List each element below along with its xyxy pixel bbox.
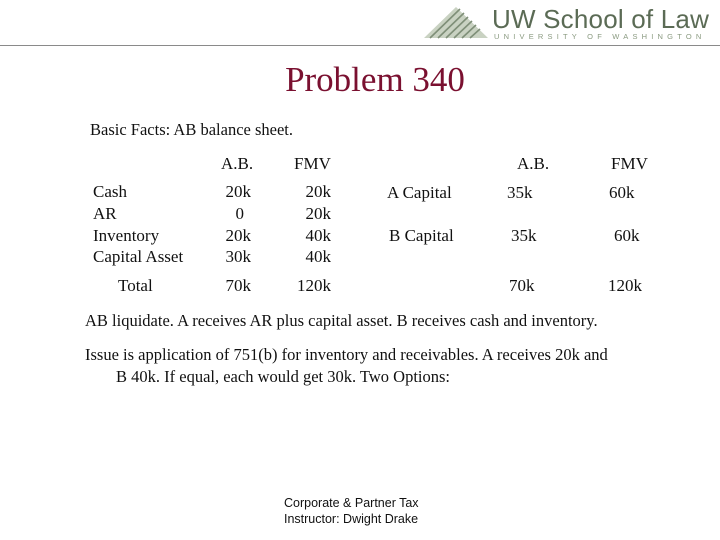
header-divider	[0, 45, 720, 46]
assets-total-ab: 70k	[225, 276, 251, 295]
capital-col-fmv-header: FMV	[611, 154, 648, 173]
asset-fmv-cash: 20k	[305, 182, 331, 201]
asset-label-ar: AR	[93, 204, 117, 223]
asset-ab-cash: 20k	[225, 182, 251, 201]
issue-text-line-1: Issue is application of 751(b) for inventory and receivables. A receives 20k and	[85, 345, 608, 364]
asset-fmv-capital-asset: 40k	[305, 247, 331, 266]
logo-subtitle: UNIVERSITY OF WASHINGTON	[494, 32, 706, 41]
asset-ab-capital-asset: 30k	[225, 247, 251, 266]
liquidation-text: AB liquidate. A receives AR plus capital asset. B receives cash and inventory.	[85, 311, 598, 330]
capital-label-b: B Capital	[389, 226, 454, 245]
capital-fmv-b: 60k	[614, 226, 640, 245]
capital-ab-a: 35k	[507, 183, 533, 202]
issue-text-line-2: B 40k. If equal, each would get 30k. Two Options:	[116, 367, 450, 386]
asset-label-inventory: Inventory	[93, 226, 160, 245]
asset-fmv-inventory: 40k	[305, 226, 331, 245]
capital-label-a: A Capital	[387, 183, 452, 202]
capital-fmv-a: 60k	[609, 183, 635, 202]
asset-label-capital-asset: Capital Asset	[93, 247, 184, 266]
asset-label-cash: Cash	[93, 182, 127, 201]
uw-law-logo	[422, 5, 712, 45]
uw-logo-mark-icon	[422, 5, 490, 41]
slide-title: Problem 340	[285, 60, 465, 99]
logo-name: UW School of Law	[492, 4, 710, 34]
basic-facts-heading: Basic Facts: AB balance sheet.	[90, 120, 293, 139]
footer	[284, 495, 419, 527]
assets-col-fmv-header: FMV	[294, 154, 331, 173]
asset-ab-ar: 0	[235, 204, 244, 223]
footer-course: Corporate & Partner Tax	[284, 496, 419, 510]
assets-col-ab-header: A.B.	[221, 154, 254, 173]
asset-fmv-ar: 20k	[305, 204, 331, 223]
capital-col-ab-header: A.B.	[517, 154, 550, 173]
footer-instructor: Instructor: Dwight Drake	[284, 512, 419, 526]
capital-ab-b: 35k	[511, 226, 537, 245]
capital-total-ab: 70k	[509, 276, 535, 295]
assets-total-fmv: 120k	[297, 276, 331, 295]
asset-ab-inventory: 20k	[225, 226, 251, 245]
assets-total-label: Total	[118, 276, 153, 295]
capital-total-fmv: 120k	[608, 276, 642, 295]
